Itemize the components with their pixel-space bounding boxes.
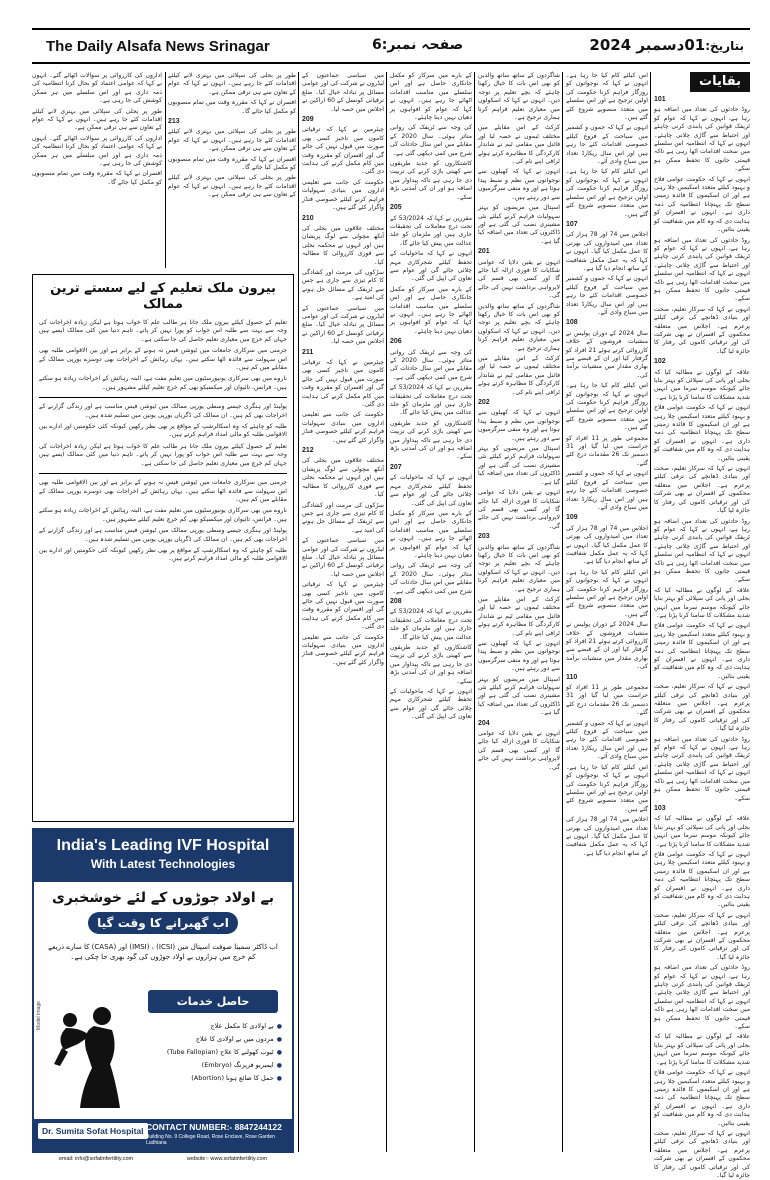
featured-article-body: [39, 319, 287, 564]
column-paragraph: کاشتکاروں کو جدید طریقوں سے کھیتی باڑی کرنے کی تربیت دی جا رہی ہے تاکہ پیداوار میں اضافہ ہو اور ان کی آمدنی بڑھ سکے۔: [390, 644, 472, 685]
column-paragraph: کرکٹ کے اس مقابلے میں مختلف ٹیموں نے حصہ لیا اور فائنل میں مقامی ٹیم نے شاندار کارکردگی کا مظاہرہ کرتے ہوئے ٹرافی اپنے نام کی۔: [478, 595, 560, 637]
column-paragraph: انہوں نے کہا کہ ماحولیات کے تحفظ کیلئے شجرکاری مہم چلائی جائے گی اور عوام سے تعاون کی اپیل کی گئی۔: [390, 250, 472, 283]
story-number: 102: [654, 358, 666, 366]
column-paragraph: شاگردوں کے ساتھ ساتھ والدین کو بھی اس بات کا خیال رکھنا چاہئے کہ بچے تعلیم پر توجہ دیں۔ انہوں نے کہا کہ اسکولوں میں معیاری تعلیم فراہم کرنا ہماری ترجیح ہے۔: [478, 72, 560, 122]
date-label: بتاریخ:: [705, 39, 744, 53]
ad-email: email: info@sofatinfertility.com: [58, 1156, 134, 1162]
column-paragraph: علاقہ کے لوگوں نے مطالبہ کیا کہ بجلی اور پانی کی سپلائی کو بہتر بنایا جائے کیونکہ موسم سرما میں انہیں شدید مشکلات کا سامنا کرنا پڑتا ہے۔: [654, 586, 750, 619]
story-number: 203: [478, 533, 490, 541]
ad-banner: [34, 830, 292, 882]
ad-service-item: ● ایمبریو فریزنگ (Embryo): [136, 1059, 282, 1072]
column-paragraph: انہوں نے کہا کہ حکومت عوامی فلاح و بہبود کیلئے متعدد اسکیمیں چلا رہی ہے اور ان اسکیموں کا فائدہ زمینی سطح تک پہنچانا انتظامیہ کی ذمہ داری ہے۔ انہوں نے افسران کو ہدایت دی کہ وہ کام میں شفافیت کو یقینی بنائیں۔: [654, 175, 750, 234]
column-paragraph: انہوں نے کہا کہ ماحولیات کے تحفظ کیلئے شجرکاری مہم چلائی جائے گی اور عوام سے تعاون کی اپیل کی گئی۔: [390, 688, 472, 721]
story-number: 109: [566, 514, 578, 522]
article-paragraph: پولینڈ اور ہنگری جیسے وسطی یورپی ممالک میں ٹیوشن فیس مناسب ہے اور زندگی گزارنے کے اخراجات بھی کم ہیں۔ ان ممالک کی ڈگریاں یورپی یونین میں تسلیم شدہ ہیں۔: [39, 527, 287, 543]
column-paragraph: انہوں نے کہا کہ جموں و کشمیر میں سیاحت کے فروغ کیلئے خصوصی اقدامات کئے جا رہے ہیں اور اس سال ریکارڈ تعداد میں سیاح وادی آئے۔: [566, 124, 648, 166]
column-paragraph: انہوں نے کہا کہ کھیلوں سے نوجوانوں میں نظم و ضبط پیدا ہوتا ہے اور وہ منفی سرگرمیوں سے دور رہتے ہیں۔: [478, 640, 560, 673]
issue-date: [589, 36, 744, 54]
ad-contact-number: CONTACT NUMBER:- 8847244122: [146, 1122, 282, 1132]
column-paragraph: انہوں نے کہا کہ سرکار تعلیم، صحت اور بنیادی ڈھانچے کی ترقی کیلئے پرعزم ہے۔ اجلاس میں متعلقہ محکموں کے افسران نے بھی شرکت کی اور ترقیاتی کاموں کی رفتار کا جائزہ لیا گیا۔: [654, 1129, 750, 1179]
column-paragraph: شاگردوں کے ساتھ ساتھ والدین کو بھی اس بات کا خیال رکھنا چاہئے کہ بچے تعلیم پر توجہ دیں۔ انہوں نے کہا کہ اسکولوں میں معیاری تعلیم فراہم کرنا ہماری ترجیح ہے۔: [478, 543, 560, 593]
baqiyaat-heading: بقایات: [690, 72, 750, 92]
column-paragraph: شاگردوں کے ساتھ ساتھ والدین کو بھی اس بات کا خیال رکھنا چاہئے کہ بچے تعلیم پر توجہ دیں۔ انہوں نے کہا کہ اسکولوں میں معیاری تعلیم فراہم کرنا ہماری ترجیح ہے۔: [478, 302, 560, 352]
column-paragraph: طور پر بجلی کی سپلائی میں بہتری لانے کیلئے اقدامات کئے جا رہے ہیں۔ انہوں نے کہا کہ عوام کے تعاون سے ہی ترقی ممکن ہے۔: [168, 174, 296, 199]
column-divider: [165, 72, 166, 268]
ad-address: Building No. 9 College Road, Rose Enclave, Rose Garden Ludhiana: [146, 1134, 275, 1146]
column-paragraph: انہوں نے کہا کہ حکومت عوامی فلاح و بہبود کیلئے متعدد اسکیمیں چلا رہی ہے اور ان اسکیموں کا فائدہ زمینی سطح تک پہنچانا انتظامیہ کی ذمہ داری ہے۔ انہوں نے افسران کو ہدایت دی کہ وہ کام میں شفافیت کو یقینی بنائیں۔: [654, 850, 750, 909]
column-paragraph: انہوں نے یقین دلایا کہ عوامی شکایات کا فوری ازالہ کیا جائے گا اور کسی بھی قسم کی لاپرواہی برداشت نہیں کی جائے گی۔: [478, 489, 560, 530]
column-paragraph: انہوں نے کہا کہ حکومت عوامی فلاح و بہبود کیلئے متعدد اسکیمیں چلا رہی ہے اور ان اسکیموں کا فائدہ زمینی سطح تک پہنچانا انتظامیہ کی ذمہ داری ہے۔ انہوں نے افسران کو ہدایت دی کہ وہ کام میں شفافیت کو یقینی بنائیں۔: [654, 1069, 750, 1127]
column-paragraph: اجلاس میں 74 اور 78 ہزار کی تعداد میں امیدواروں کی بھرتی کا عمل مکمل کیا گیا۔ انہوں نے کہا کہ یہ عمل مکمل شفافیت کے ساتھ انجام دیا گیا ہے۔: [566, 816, 648, 857]
column-paragraph: اس کیلئے کام کیا جا رہا ہے۔ انہوں نے کہا کہ نوجوانوں کو روزگار فراہم کرنا حکومت کی اولین ترجیح ہے اور اس سلسلے میں متعدد منصوبے شروع کئے گئے ہیں۔: [566, 763, 648, 813]
column-paragraph: کرکٹ کے اس مقابلے میں مختلف ٹیموں نے حصہ لیا اور فائنل میں مقامی ٹیم نے شاندار کارکردگی کا مظاہرہ کرتے ہوئے ٹرافی اپنے نام کی۔: [478, 355, 560, 396]
article-paragraph: جرمنی میں سرکاری جامعات میں ٹیوشن فیس نہ ہونے کے برابر ہے اور بین الاقوامی طلبہ بھی اس سہولت سے فائدہ اٹھا سکتے ہیں۔ یہاں رہائش کے اخراجات بھی دوسرے یورپی ممالک کے مقابلے میں کم ہیں۔: [39, 347, 287, 372]
ad-service-item: ● ٹیوب کھولنے کا علاج (Tube Fallopian): [136, 1046, 282, 1059]
column-paragraph: اسپتال میں مریضوں کو بہتر سہولیات فراہم کرنے کیلئے نئی مشینری نصب کی گئی ہے اور ڈاکٹروں کی تعداد میں اضافہ کیا گیا ہے۔: [478, 675, 560, 717]
column-paragraph: سڑکوں کی مرمت اور کشادگی کا کام تیزی سے جاری ہے جس سے ٹریفک کے مسائل حل ہونے کی امید ہے۔: [302, 268, 384, 302]
story-number: 213: [168, 118, 180, 126]
story-number: 110: [566, 673, 578, 681]
newspaper-title: The Daily Alsafa News Srinagar: [46, 38, 270, 55]
article-separator: [39, 473, 287, 474]
featured-article-headline: بیرون ملک تعلیم کے لیے سستے ترین ممالک: [50, 281, 276, 312]
column-paragraph: میں سیاسی جماعتوں کے لیڈروں نے شرکت کی اور عوامی مسائل پر تبادلہ خیال کیا۔ ضلع ترقیاتی کونسل کے 60 اراکین نے اجلاس میں حصہ لیا۔: [302, 304, 384, 346]
column-news: [478, 72, 560, 1152]
ad-footer: [34, 1119, 292, 1151]
column-paragraph: علاقہ کے لوگوں نے مطالبہ کیا کہ بجلی اور پانی کی سپلائی کو بہتر بنایا جائے کیونکہ موسم سرما میں انہیں شدید مشکلات کا سامنا کرنا پڑتا ہے۔: [654, 1033, 750, 1066]
column-paragraph: کاشتکاروں کو جدید طریقوں سے کھیتی باڑی کرنے کی تربیت دی جا رہی ہے تاکہ پیداوار میں اضافہ ہو اور ان کی آمدنی بڑھ سکے۔: [390, 419, 472, 461]
column-paragraph: حکومت کی جانب سے تعلیمی اداروں میں بنیادی سہولیات فراہم کرنے کیلئے خصوصی فنڈز واگزار کئے گئے ہیں۔: [302, 178, 384, 212]
ad-vertical-caption: Model Image: [36, 1001, 42, 1030]
article-paragraph: پولینڈ اور ہنگری جیسے وسطی یورپی ممالک میں ٹیوشن فیس مناسب ہے اور زندگی گزارنے کے اخراجات بھی کم ہیں۔ ان ممالک کی ڈگریاں یورپی یونین میں تسلیم شدہ ہیں۔: [39, 403, 287, 419]
column-divider: [298, 72, 299, 1152]
story-number: 107: [566, 220, 578, 228]
column-paragraph: افسران نے کہا کہ مقررہ وقت میں تمام منصوبوں کو مکمل کیا جائے گا۔: [168, 155, 296, 172]
article-paragraph: ناروے میں بھی سرکاری یونیورسٹیوں میں تعلیم مفت ہے، البتہ رہائش کے اخراجات زیادہ ہو سکتے ہیں۔ فرانس، تائیوان اور میکسیکو بھی کم خرچ تعلیم کیلئے مشہور ہیں۔: [39, 375, 287, 391]
ad-subtitle: With Latest Technologies: [90, 857, 236, 871]
ad-services-heading: حاصل خدمات: [148, 990, 278, 1013]
ad-title: India's Leading IVF Hospital: [56, 837, 270, 854]
column-paragraph: حکومت کی جانب سے تعلیمی اداروں میں بنیادی سہولیات فراہم کرنے کیلئے خصوصی فنڈز واگزار کئے گئے ہیں۔: [302, 411, 384, 444]
column-paragraph: روڈ حادثوں کی تعداد میں اضافہ ہو رہا ہے، انہوں نے کہا کہ عوام کو ٹریفک قوانین کی پابندی کرنی چاہئے اور احتیاط سے گاڑی چلانی چاہئے۔ انہوں نے کہا کہ انتظامیہ اس سلسلے میں سخت اقدامات اٹھا رہی ہے تاکہ قیمتی جانوں کا تحفظ ممکن ہو سکے۔: [654, 517, 750, 584]
date-value: 01دسمبر 2024: [589, 36, 706, 54]
column-paragraph: مختلف علاقوں میں بجلی کی آنکھ مچولی سے لوگ پریشان ہیں اور انہوں نے محکمہ بجلی سے فوری کارروائی کا مطالبہ کیا۔: [302, 457, 384, 499]
column-paragraph: حکومت کی جانب سے تعلیمی اداروں میں بنیادی سہولیات فراہم کرنے کیلئے خصوصی فنڈز واگزار کئے گئے ہیں۔: [302, 633, 384, 666]
column-paragraph: انہوں نے کہا کہ جموں و کشمیر میں سیاحت کے فروغ کیلئے خصوصی اقدامات کئے جا رہے ہیں اور اس سال ریکارڈ تعداد میں سیاح وادی آئے۔: [566, 470, 648, 511]
column-news: [302, 72, 384, 1152]
column-paragraph: کی وجہ سے ٹریفک کی روانی متاثر ہوئی۔ سال 2020 کے مقابلے میں اس سال حادثات کی شرح میں کمی دیکھی گئی ہے۔: [390, 562, 472, 595]
article-paragraph: طلبہ کو چاہئے کہ وہ اسکالرشپ کے مواقع پر بھی نظر رکھیں کیونکہ کئی حکومتیں اور ادارے بین الاقوامی طلبہ کو مالی امداد فراہم کرتے ہیں۔: [39, 423, 287, 439]
ad-web-contacts: [32, 1156, 294, 1162]
column-paragraph: چیئرمین نے کہا کہ ترقیاتی کاموں میں تاخیر کسی بھی صورت میں قبول نہیں کی جائے گی اور افسران کو مقررہ وقت میں کام مکمل کرنے کی ہدایت دی گئی۔: [302, 359, 384, 409]
story-number: 201: [478, 248, 490, 256]
column-paragraph: انہوں نے کہا کہ سرکار تعلیم، صحت اور بنیادی ڈھانچے کی ترقی کیلئے پرعزم ہے۔ اجلاس میں متعلقہ محکموں کے افسران نے بھی شرکت کی اور ترقیاتی کاموں کی رفتار کا جائزہ لیا گیا۔: [654, 683, 750, 733]
column-paragraph: انہوں نے کہا کہ حکومت عوامی فلاح و بہبود کیلئے متعدد اسکیمیں چلا رہی ہے اور ان اسکیموں کا فائدہ زمینی سطح تک پہنچانا انتظامیہ کی ذمہ داری ہے۔ انہوں نے افسران کو ہدایت دی کہ وہ کام میں شفافیت کو یقینی بنائیں۔: [654, 622, 750, 680]
column-divider: [650, 72, 651, 1152]
column-divider: [474, 72, 475, 1152]
column-paragraph: انہوں نے کہا کہ سرکار تعلیم، صحت اور بنیادی ڈھانچے کی ترقی کیلئے پرعزم ہے۔ اجلاس میں متعلقہ محکموں کے افسران نے بھی شرکت کی اور ترقیاتی کاموں کی رفتار کا جائزہ لیا گیا۔: [654, 911, 750, 961]
column-paragraph: اجلاس میں 74 اور 78 ہزار کی تعداد میں امیدواروں کی بھرتی کا عمل مکمل کیا گیا۔ انہوں نے کہا کہ یہ عمل مکمل شفافیت کے ساتھ انجام دیا گیا ہے۔: [566, 231, 648, 272]
column-paragraph: انہوں نے کہا کہ سرکار تعلیم، صحت اور بنیادی ڈھانچے کی ترقی کیلئے پرعزم ہے۔ اجلاس میں متعلقہ محکموں کے افسران نے بھی شرکت کی اور ترقیاتی کاموں کی رفتار کا جائزہ لیا گیا۔: [654, 465, 750, 515]
ivf-hospital-advertisement: [32, 828, 294, 1153]
newspaper-page: [32, 28, 750, 1179]
story-number: 206: [390, 338, 402, 346]
article-paragraph: تعلیم کے حصول کیلئے بیرون ملک جانا ہر طالب علم کا خواب ہوتا ہے لیکن زیادہ اخراجات کی وجہ سے بہت سے طلبہ اس خواب کو پورا نہیں کر پاتے۔ تاہم دنیا میں کئی ممالک ایسے ہیں جہاں کم خرچ میں معیاری تعلیم حاصل کی جا سکتی ہے۔: [39, 442, 287, 467]
column-paragraph: اسپتال میں مریضوں کو بہتر سہولیات فراہم کرنے کیلئے نئی مشینری نصب کی گئی ہے اور ڈاکٹروں کی تعداد میں اضافہ کیا گیا ہے۔: [478, 204, 560, 245]
article-separator: [39, 397, 287, 398]
story-number: 202: [478, 399, 490, 407]
column-news-top: [32, 72, 162, 268]
column-paragraph: سال 2024 کے دوران پولیس نے منشیات فروشوں کے خلاف کارروائی کرتے ہوئے 21 افراد کو گرفتار کیا اور ان کے قبضے سے بھاری مقدار میں منشیات برآمد کی۔: [566, 621, 649, 671]
ad-description: اب ڈاکٹر سمیتا صوفت اسپتال میں (ICSI) ، (IMSI) اور (CASA) کا سارے ذریعے کم خرچ میں ہزاروں بے اولاد جوڑوں کی گود بھری جا چکی ہے۔: [48, 943, 278, 961]
column-divider: [562, 72, 563, 1152]
column-paragraph: مقررین نے کہا کہ 53/2024 کے تحت درج معاملات کی تحقیقات جاری ہیں اور ملزمان کو جلد عدالت میں پیش کیا جائے گا۔: [390, 214, 472, 247]
ad-pill: اب گھبرانے کا وقت گیا: [88, 912, 238, 934]
column-paragraph: انہوں نے کہا کہ حکومت عوامی فلاح و بہبود کیلئے متعدد اسکیمیں چلا رہی ہے اور ان اسکیموں کا فائدہ زمینی سطح تک پہنچانا انتظامیہ کی ذمہ داری ہے۔ انہوں نے افسران کو ہدایت دی کہ وہ کام میں شفافیت کو یقینی بنائیں۔: [654, 404, 750, 462]
ad-service-item: ● بے اولادی کا مکمل علاج: [136, 1020, 282, 1033]
column-paragraph: اس کیلئے کام کیا جا رہا ہے۔ انہوں نے کہا کہ نوجوانوں کو روزگار فراہم کرنا حکومت کی اولین ترجیح ہے اور اس سلسلے میں متعدد منصوبے شروع کئے گئے ہیں۔: [566, 72, 648, 122]
ad-service-item: ● حمل کا ضائع ہونا (Abortion): [136, 1072, 282, 1085]
column-paragraph: انہوں نے کہا کہ ماحولیات کے تحفظ کیلئے شجرکاری مہم چلائی جائے گی اور عوام سے تعاون کی اپیل کی گئی۔: [390, 474, 472, 507]
hospital-logo: Dr. Sumita Sofat Hospital: [38, 1123, 148, 1139]
column-paragraph: انہوں نے کہا کہ کھیلوں سے نوجوانوں میں نظم و ضبط پیدا ہوتا ہے اور وہ منفی سرگرمیوں سے دور رہتے ہیں۔: [478, 168, 560, 201]
column-paragraph: افسران نے کہا کہ مقررہ وقت میں تمام منصوبوں کو مکمل کیا جائے گا۔: [32, 170, 162, 186]
column-paragraph: سڑکوں کی مرمت اور کشادگی کا کام تیزی سے جاری ہے جس سے ٹریفک کے مسائل حل ہونے کی امید ہے۔: [302, 501, 384, 534]
column-paragraph: اسپتال میں مریضوں کو بہتر سہولیات فراہم کرنے کیلئے نئی مشینری نصب کی گئی ہے اور ڈاکٹروں کی تعداد میں اضافہ کیا گیا ہے۔: [478, 445, 560, 486]
column-paragraph: چیئرمین نے کہا کہ ترقیاتی کاموں میں تاخیر کسی بھی صورت میں قبول نہیں کی جائے گی اور افسران کو مقررہ وقت میں کام مکمل کرنے کی ہدایت دی گئی۔: [302, 126, 384, 176]
column-paragraph: کی وجہ سے ٹریفک کی روانی متاثر ہوئی۔ سال 2020 کے مقابلے میں اس سال حادثات کی شرح میں کمی دیکھی گئی ہے۔: [390, 348, 472, 381]
column-divider: [386, 72, 387, 1152]
column-paragraph: مقررین نے کہا کہ 53/2024 کے تحت درج معاملات کی تحقیقات جاری ہیں اور ملزمان کو جلد عدالت میں پیش کیا جائے گا۔: [390, 384, 472, 417]
column-paragraph: انہوں نے یقین دلایا کہ عوامی شکایات کا فوری ازالہ کیا جائے گا اور کسی بھی قسم کی لاپرواہی برداشت نہیں کی جائے گی۔: [478, 730, 560, 771]
column-paragraph: روڈ حادثوں کی تعداد میں اضافہ ہو رہا ہے، انہوں نے کہا کہ عوام کو ٹریفک قوانین کی پابندی کرنی چاہئے اور احتیاط سے گاڑی چلانی چاہئے۔ انہوں نے کہا کہ انتظامیہ اس سلسلے میں سخت اقدامات اٹھا رہی ہے تاکہ قیمتی جانوں کا تحفظ ممکن ہو سکے۔: [654, 106, 750, 173]
column-paragraph: مختلف علاقوں میں بجلی کی آنکھ مچولی سے لوگ پریشان ہیں اور انہوں نے محکمہ بجلی سے فوری کارروائی کا مطالبہ کیا۔: [302, 224, 384, 266]
story-number: 205: [390, 204, 402, 212]
ad-urdu-headline: بے اولاد جوڑوں کے لئے خوشخبری: [51, 890, 275, 906]
column-paragraph: میں سیاسی جماعتوں کے لیڈروں نے شرکت کی اور عوامی مسائل پر تبادلہ خیال کیا۔ ضلع ترقیاتی کونسل کے 60 اراکین نے اجلاس میں حصہ لیا۔: [302, 72, 384, 113]
column-paragraph: چیئرمین نے کہا کہ ترقیاتی کاموں میں تاخیر کسی بھی صورت میں قبول نہیں کی جائے گی اور افسران کو مقررہ وقت میں کام مکمل کرنے کی ہدایت دی گئی۔: [302, 581, 384, 631]
story-number: 210: [302, 214, 314, 222]
story-number: 212: [302, 447, 314, 455]
column-paragraph: روڈ حادثوں کی تعداد میں اضافہ ہو رہا ہے، انہوں نے کہا کہ عوام کو ٹریفک قوانین کی پابندی کرنی چاہئے اور احتیاط سے گاڑی چلانی چاہئے۔ انہوں نے کہا کہ انتظامیہ اس سلسلے میں سخت اقدامات اٹھا رہی ہے تاکہ قیمتی جانوں کا تحفظ ممکن ہو سکے۔: [654, 735, 750, 802]
column-baqiyaat: [654, 72, 750, 1179]
column-paragraph: کی وجہ سے ٹریفک کی روانی متاثر ہوئی۔ سال 2020 کے مقابلے میں اس سال حادثات کی شرح میں کمی دیکھی گئی ہے۔: [390, 124, 472, 157]
article-paragraph: جرمنی میں سرکاری جامعات میں ٹیوشن فیس نہ ہونے کے برابر ہے اور بین الاقوامی طلبہ بھی اس سہولت سے فائدہ اٹھا سکتے ہیں۔ یہاں رہائش کے اخراجات بھی دوسرے یورپی ممالک کے مقابلے میں کم ہیں۔: [39, 479, 287, 503]
column-paragraph: علاقہ کے لوگوں نے مطالبہ کیا کہ بجلی اور پانی کی سپلائی کو بہتر بنایا جائے کیونکہ موسم سرما میں انہیں شدید مشکلات کا سامنا کرنا پڑتا ہے۔: [654, 368, 750, 401]
column-paragraph: انہوں نے کہا کہ جموں و کشمیر میں سیاحت کے فروغ کیلئے خصوصی اقدامات کئے جا رہے ہیں اور اس سال ریکارڈ تعداد میں سیاح وادی آئے۔: [566, 719, 648, 761]
story-number: 103: [654, 804, 666, 812]
column-paragraph: میں سیاسی جماعتوں کے لیڈروں نے شرکت کی اور عوامی مسائل پر تبادلہ خیال کیا۔ ضلع ترقیاتی کونسل کے 60 اراکین نے اجلاس میں حصہ لیا۔: [302, 537, 384, 578]
column-paragraph: مجموعی طور پر 11 افراد کو حراست میں لیا گیا اور 31 دسمبر تک 26 مقدمات درج کئے گئے۔: [566, 684, 648, 717]
column-paragraph: روڈ حادثوں کی تعداد میں اضافہ ہو رہا ہے، انہوں نے کہا کہ عوام کو ٹریفک قوانین کی پابندی کرنی چاہئے اور احتیاط سے گاڑی چلانی چاہئے۔ انہوں نے کہا کہ انتظامیہ اس سلسلے میں سخت اقدامات اٹھا رہی ہے تاکہ قیمتی جانوں کا تحفظ ممکن ہو سکے۔: [654, 236, 750, 303]
column-paragraph: طور پر بجلی کی سپلائی میں بہتری لانے کیلئے اقدامات کئے جا رہے ہیں۔ انہوں نے کہا کہ عوام کے تعاون سے ہی ترقی ممکن ہے۔: [32, 107, 162, 132]
column-paragraph: علاقہ کے لوگوں نے مطالبہ کیا کہ بجلی اور پانی کی سپلائی کو بہتر بنایا جائے کیونکہ موسم سرما میں انہیں شدید مشکلات کا سامنا کرنا پڑتا ہے۔: [654, 815, 750, 848]
column-paragraph: اداروں کی کارروائی پر سوالات اٹھائے گئے۔ انہوں نے کہا کہ عوامی اعتماد کو بحال کرنا انتظامیہ کی ذمہ داری ہے اور اس سلسلے میں ہر ممکن کوشش کی جا رہی ہے۔: [32, 72, 162, 105]
column-paragraph: انہوں نے کہا کہ کھیلوں سے نوجوانوں میں نظم و ضبط پیدا ہوتا ہے اور وہ منفی سرگرمیوں سے دور رہتے ہیں۔: [478, 409, 560, 442]
column-paragraph: روڈ حادثوں کی تعداد میں اضافہ ہو رہا ہے، انہوں نے کہا کہ عوام کو ٹریفک قوانین کی پابندی کرنی چاہئے اور احتیاط سے گاڑی چلانی چاہئے۔ انہوں نے کہا کہ انتظامیہ اس سلسلے میں سخت اقدامات اٹھا رہی ہے تاکہ قیمتی جانوں کا تحفظ ممکن ہو سکے۔: [654, 964, 750, 1031]
article-paragraph: تعلیم کے حصول کیلئے بیرون ملک جانا ہر طالب علم کا خواب ہوتا ہے لیکن زیادہ اخراجات کی وجہ سے بہت سے طلبہ اس خواب کو پورا نہیں کر پاتے۔ تاہم دنیا میں کئی ممالک ایسے ہیں جہاں کم خرچ میں معیاری تعلیم حاصل کی جا سکتی ہے۔: [39, 319, 287, 343]
story-number: 204: [478, 719, 490, 727]
column-paragraph: انہوں نے کہا کہ جموں و کشمیر میں سیاحت کے فروغ کیلئے خصوصی اقدامات کئے جا رہے ہیں اور اس سال ریکارڈ تعداد میں سیاح وادی آئے۔: [566, 275, 648, 316]
story-number: 108: [566, 319, 578, 327]
page-number-label: صفحہ نمبر:6: [372, 37, 464, 53]
masthead: [32, 28, 750, 64]
ad-service-item: ● مردوں میں بے اولادی کا علاج: [136, 1033, 282, 1046]
column-paragraph: طور پر بجلی کی سپلائی میں بہتری لانے کیلئے اقدامات کئے جا رہے ہیں۔ انہوں نے کہا کہ عوام کے تعاون سے ہی ترقی ممکن ہے۔: [168, 128, 296, 153]
featured-article-box: [32, 274, 294, 822]
story-number: 101: [654, 96, 666, 103]
article-paragraph: طلبہ کو چاہئے کہ وہ اسکالرشپ کے مواقع پر بھی نظر رکھیں کیونکہ کئی حکومتیں اور ادارے بین الاقوامی طلبہ کو مالی امداد فراہم کرتے ہیں۔: [39, 546, 287, 563]
story-number: 211: [302, 348, 314, 356]
story-number: 209: [302, 116, 314, 124]
column-paragraph: کرکٹ کے اس مقابلے میں مختلف ٹیموں نے حصہ لیا اور فائنل میں مقامی ٹیم نے شاندار کارکردگی کا مظاہرہ کرتے ہوئے ٹرافی اپنے نام کی۔: [478, 124, 560, 166]
column-paragraph: کے بارے میں سرکار کو مکمل جانکاری حاصل ہے اور اس سلسلے میں مناسب اقدامات اٹھائے جا رہے ہیں۔ انہوں نے کہا کہ عوام کو افواہوں پر دھیان نہیں دینا چاہئے۔: [390, 285, 472, 335]
column-paragraph: اس کیلئے کام کیا جا رہا ہے۔ انہوں نے کہا کہ نوجوانوں کو روزگار فراہم کرنا حکومت کی اولین ترجیح ہے اور اس سلسلے میں متعدد منصوبے شروع کئے گئے ہیں۔: [566, 568, 648, 618]
column-news: [566, 72, 648, 1152]
column-paragraph: اس کیلئے کام کیا جا رہا ہے۔ انہوں نے کہا کہ نوجوانوں کو روزگار فراہم کرنا حکومت کی اولین ترجیح ہے اور اس سلسلے میں متعدد منصوبے شروع کئے گئے ہیں۔: [566, 168, 648, 218]
column-paragraph: کے بارے میں سرکار کو مکمل جانکاری حاصل ہے اور اس سلسلے میں مناسب اقدامات اٹھائے جا رہے ہیں۔ انہوں نے کہا کہ عوام کو افواہوں پر دھیان نہیں دینا چاہئے۔: [390, 72, 472, 122]
story-number: 207: [390, 463, 402, 471]
ad-services-list: [136, 1020, 282, 1085]
article-paragraph: ناروے میں بھی سرکاری یونیورسٹیوں میں تعلیم مفت ہے، البتہ رہائش کے اخراجات زیادہ ہو سکتے ہیں۔ فرانس، تائیوان اور میکسیکو بھی کم خرچ تعلیم کیلئے مشہور ہیں۔: [39, 507, 287, 523]
column-news: [390, 72, 472, 1152]
story-number: 208: [390, 597, 402, 605]
column-paragraph: اداروں کی کارروائی پر سوالات اٹھائے گئے۔ انہوں نے کہا کہ عوامی اعتماد کو بحال کرنا انتظامیہ کی ذمہ داری ہے اور اس سلسلے میں ہر ممکن کوشش کی جا رہی ہے۔: [32, 134, 162, 168]
mother-child-silhouette-icon: [42, 998, 142, 1108]
column-paragraph: مجموعی طور پر 11 افراد کو حراست میں لیا گیا اور 31 دسمبر تک 26 مقدمات درج کئے گئے۔: [566, 434, 648, 467]
column-paragraph: اجلاس میں 74 اور 78 ہزار کی تعداد میں امیدواروں کی بھرتی کا عمل مکمل کیا گیا۔ انہوں نے کہا کہ یہ عمل مکمل شفافیت کے ساتھ انجام دیا گیا ہے۔: [566, 524, 648, 566]
column-paragraph: مقررین نے کہا کہ 53/2024 کے تحت درج معاملات کی تحقیقات جاری ہیں اور ملزمان کو جلد عدالت میں پیش کیا جائے گا۔: [390, 608, 472, 641]
column-paragraph: افسران نے کہا کہ مقررہ وقت میں تمام منصوبوں کو مکمل کیا جائے گا۔: [168, 99, 296, 115]
column-paragraph: کاشتکاروں کو جدید طریقوں سے کھیتی باڑی کرنے کی تربیت دی جا رہی ہے تاکہ پیداوار میں اضافہ ہو اور ان کی آمدنی بڑھ سکے۔: [390, 160, 472, 201]
column-paragraph: کے بارے میں سرکار کو مکمل جانکاری حاصل ہے اور اس سلسلے میں مناسب اقدامات اٹھائے جا رہے ہیں۔ انہوں نے کہا کہ عوام کو افواہوں پر دھیان نہیں دینا چاہئے۔: [390, 509, 472, 559]
column-paragraph: سال 2024 کے دوران پولیس نے منشیات فروشوں کے خلاف کارروائی کرتے ہوئے 21 افراد کو گرفتار کیا اور ان کے قبضے سے بھاری مقدار میں منشیات برآمد کی۔: [566, 329, 649, 379]
column-paragraph: طور پر بجلی کی سپلائی میں بہتری لانے کیلئے اقدامات کئے جا رہے ہیں۔ انہوں نے کہا کہ عوام کے تعاون سے ہی ترقی ممکن ہے۔: [168, 72, 296, 96]
column-paragraph: انہوں نے کہا کہ سرکار تعلیم، صحت اور بنیادی ڈھانچے کی ترقی کیلئے پرعزم ہے۔ اجلاس میں متعلقہ محکموں کے افسران نے بھی شرکت کی اور ترقیاتی کاموں کی رفتار کا جائزہ لیا گیا۔: [654, 305, 750, 355]
ad-website: website:- www.sofatinfertility.com: [186, 1156, 268, 1162]
column-paragraph: اس کیلئے کام کیا جا رہا ہے۔ انہوں نے کہا کہ نوجوانوں کو روزگار فراہم کرنا حکومت کی اولین ترجیح ہے اور اس سلسلے میں متعدد منصوبے شروع کئے گئے ہیں۔: [566, 382, 648, 432]
column-news-top: [168, 72, 296, 268]
column-paragraph: انہوں نے یقین دلایا کہ عوامی شکایات کا فوری ازالہ کیا جائے گا اور کسی بھی قسم کی لاپرواہی برداشت نہیں کی جائے گی۔: [478, 258, 560, 300]
